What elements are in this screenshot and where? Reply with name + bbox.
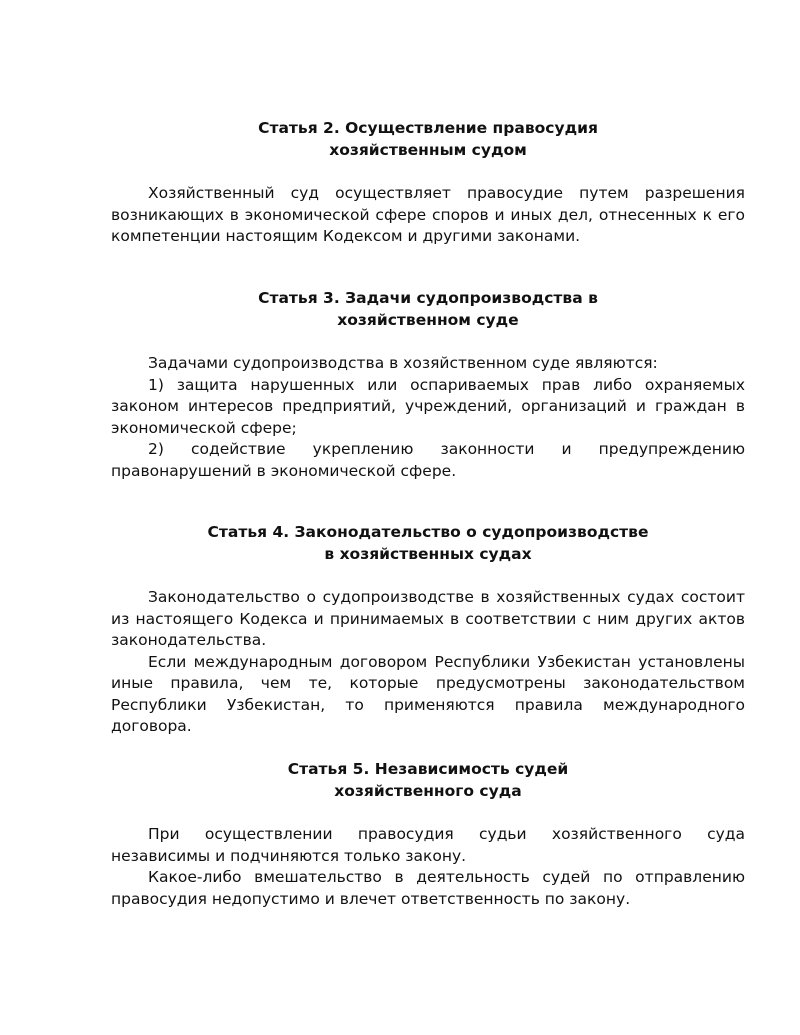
article-title-line: Статья 5. Независимость судей [287, 760, 569, 778]
article-title-line: в хозяйственных судах [324, 545, 532, 563]
article-body [111, 183, 745, 248]
article-3 [111, 287, 745, 482]
article-title [111, 521, 745, 565]
article-title-line: хозяйственным судом [329, 141, 527, 159]
article-5 [111, 758, 745, 910]
article-title-line: Статья 3. Задачи судопроизводства в [258, 289, 598, 307]
article-body [111, 587, 745, 738]
article-body [111, 353, 745, 482]
paragraph: 2) содействие укреплению законности и предупреждению правонарушений в экономической сфере. [111, 440, 745, 480]
article-title-line: хозяйственного суда [334, 782, 522, 800]
article-title [111, 117, 745, 161]
paragraph: При осуществлении правосудия судьи хозяйственного суда независимы и подчиняются только закону. [111, 825, 745, 865]
paragraph: Если международным договором Республики Узбекистан установлены иные правила, чем те, которые предусмотрены законодательством Республики Узбекистан, то применяются правила международного договора. [111, 652, 745, 735]
article-4 [111, 521, 745, 738]
paragraph: 1) защита нарушенных или оспариваемых прав либо охраняемых законом интересов предприятий, учреждений, организаций и граждан в экономической сфере; [111, 375, 745, 437]
article-2 [111, 117, 745, 248]
article-title-line: хозяйственном суде [337, 311, 519, 329]
paragraph: Задачами судопроизводства в хозяйственном суде являются: [148, 354, 658, 372]
article-body [111, 824, 745, 910]
paragraph: Законодательство о судопроизводстве в хозяйственных судах состоит из настоящего Кодекса и принимаемых в соответствии с ним других актов законодательства. [111, 588, 745, 649]
article-title-line: Статья 4. Законодательство о судопроизводстве [207, 523, 649, 541]
article-title [111, 287, 745, 331]
article-title [111, 758, 745, 802]
paragraph: Хозяйственный суд осуществляет правосудие путем разрешения возникающих в экономической сфере споров и иных дел, отнесенных к его компетенции настоящим Кодексом и другими законами. [111, 184, 745, 245]
article-title-line: Статья 2. Осуществление правосудия [258, 119, 598, 137]
paragraph: Какое-либо вмешательство в деятельность судей по отправлению правосудия недопустимо и влечет ответственность по закону. [111, 868, 745, 908]
